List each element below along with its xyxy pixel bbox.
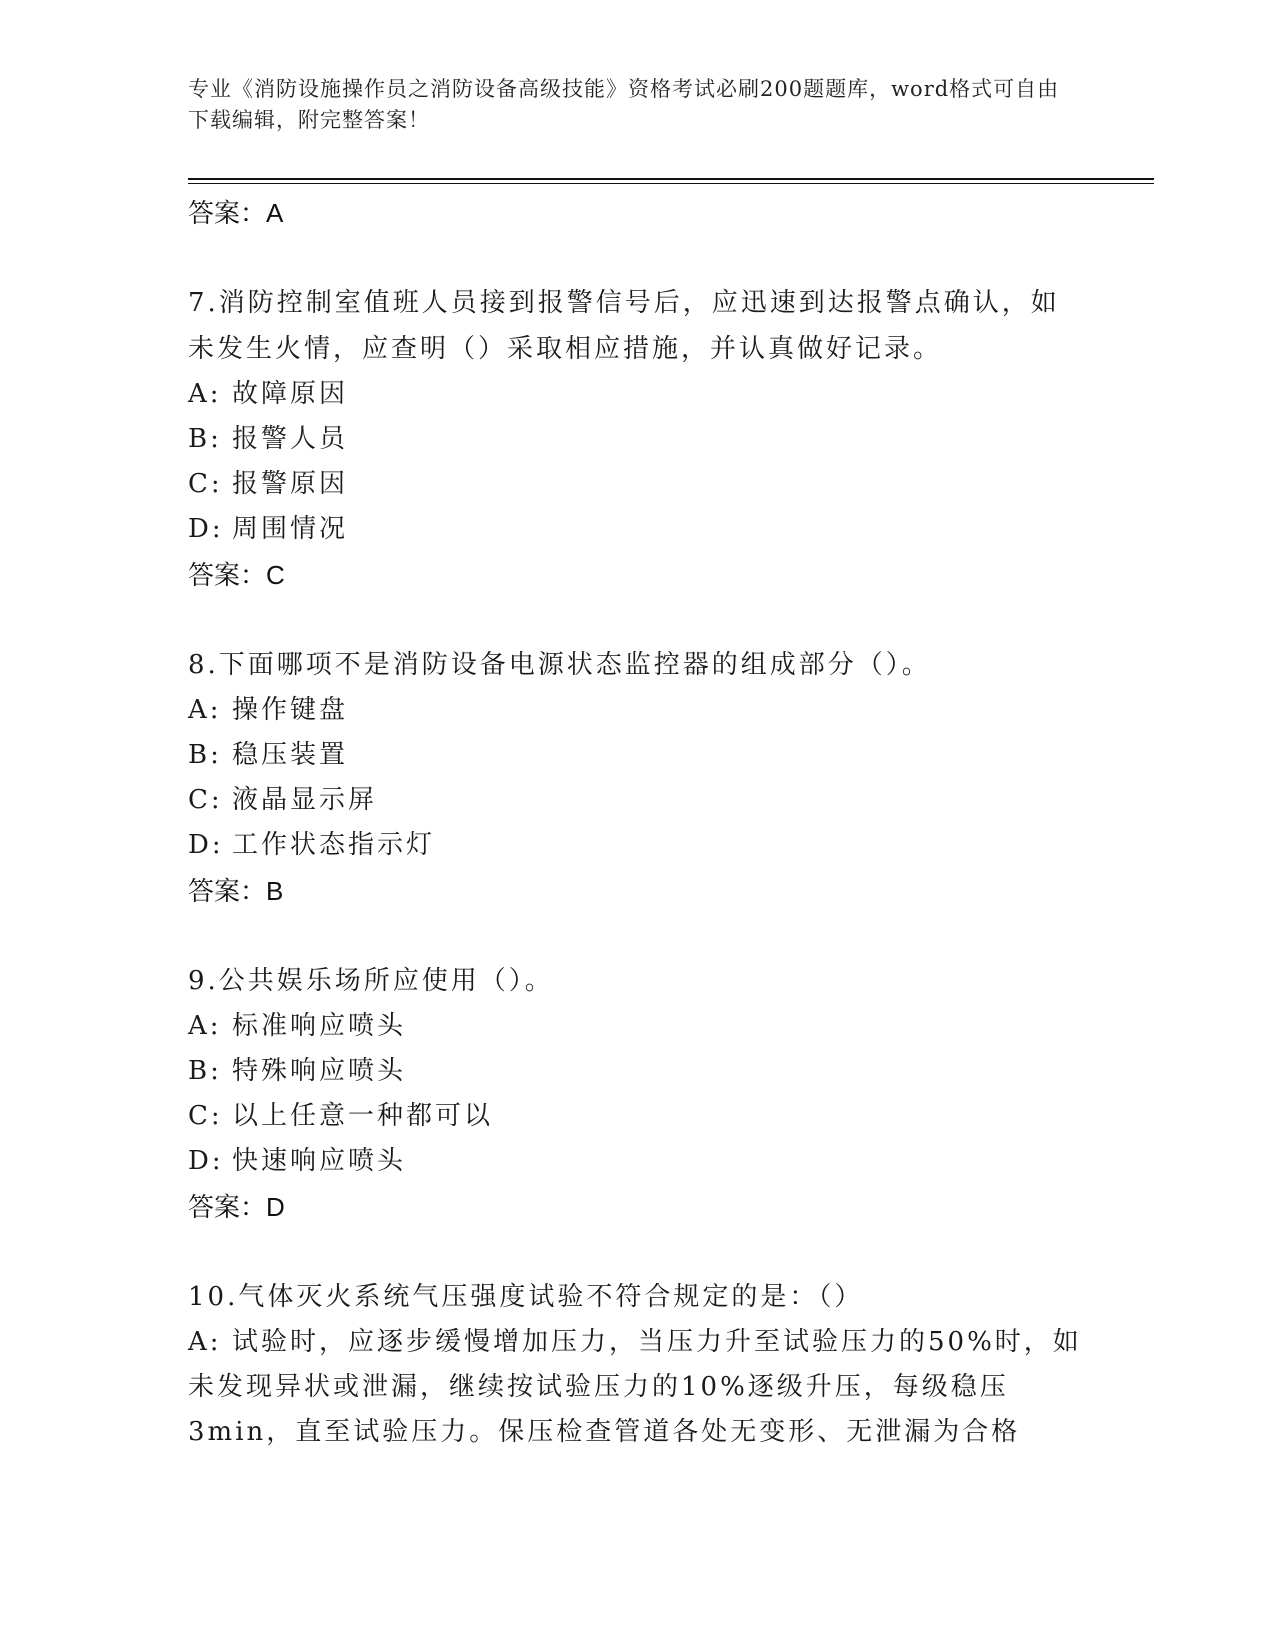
answer-value: A: [266, 198, 284, 228]
question-text: 9.公共娱乐场所应使用（）。: [188, 966, 554, 996]
question-9: [188, 958, 1088, 1230]
option-a: [188, 1004, 1088, 1049]
question-text: 10.气体灭火系统气压强度试验不符合规定的是：（）: [188, 1282, 864, 1312]
option-text: 周围情况: [232, 514, 349, 544]
option-b: [188, 417, 1088, 462]
answer-label: 答案：: [188, 560, 267, 590]
option-text: 快速响应喷头: [232, 1146, 407, 1176]
option-a: [188, 688, 1088, 733]
option-text: 报警原因: [232, 469, 349, 499]
option-d: [188, 507, 1088, 552]
option-key: D:: [188, 830, 224, 860]
option-key: C:: [188, 1101, 223, 1131]
option-key: B:: [188, 424, 222, 454]
answer-line: [188, 868, 1088, 914]
option-text: 工作状态指示灯: [232, 830, 436, 860]
option-text: 标准响应喷头: [232, 1011, 407, 1041]
option-c: [188, 778, 1088, 823]
option-key: A:: [188, 1327, 222, 1357]
option-text: 特殊响应喷头: [232, 1056, 407, 1086]
answer-label: 答案：: [188, 1192, 267, 1222]
option-a: [188, 372, 1088, 417]
document-header: 专业《消防设施操作员之消防设备高级技能》资格考试必刷200题题库，word格式可自由下载编辑，附完整答案！: [188, 77, 1060, 132]
option-key: A:: [188, 1011, 222, 1041]
answer-value: D: [266, 1192, 285, 1222]
option-text: 操作键盘: [232, 695, 349, 725]
answer-label: 答案：: [188, 876, 267, 906]
option-d: [188, 823, 1088, 868]
question-7: [188, 280, 1088, 598]
option-key: C:: [188, 469, 223, 499]
option-a: [188, 1320, 1088, 1455]
question-8: [188, 642, 1088, 914]
question-10: [188, 1274, 1088, 1455]
header-rule-thin: [188, 183, 1154, 184]
option-c: [188, 462, 1088, 507]
option-b: [188, 733, 1088, 778]
option-key: A:: [188, 379, 222, 409]
answer-line: [188, 1184, 1088, 1230]
option-key: C:: [188, 785, 223, 815]
option-text: 以上任意一种都可以: [232, 1101, 494, 1131]
option-c: [188, 1094, 1088, 1139]
option-key: D:: [188, 514, 224, 544]
option-d: [188, 1139, 1088, 1184]
question-list: [188, 190, 1088, 1455]
question-text: 7.消防控制室值班人员接到报警信号后，应迅速到达报警点确认，如未发生火情，应查明（）采取相应措施，并认真做好记录。: [188, 288, 1060, 364]
option-key: A:: [188, 695, 222, 725]
answer-value: C: [266, 560, 285, 590]
option-text: 报警人员: [232, 424, 349, 454]
option-b: [188, 1049, 1088, 1094]
answer-value: B: [266, 876, 284, 906]
option-text: 试验时，应逐步缓慢增加压力，当压力升至试验压力的50%时，如未发现异状或泄漏，继续按试验压力的10%逐级升压，每级稳压3min，直至试验压力。保压检查管道各处无变形、无泄漏为合格: [188, 1327, 1082, 1447]
answer-line: [188, 190, 1088, 236]
option-key: B:: [188, 740, 222, 770]
question-text: 8.下面哪项不是消防设备电源状态监控器的组成部分（）。: [188, 650, 931, 680]
option-text: 液晶显示屏: [232, 785, 378, 815]
option-text: 稳压装置: [232, 740, 349, 770]
option-key: D:: [188, 1146, 224, 1176]
option-key: B:: [188, 1056, 222, 1086]
answer-line: [188, 552, 1088, 598]
header-rule-thick: [188, 178, 1154, 180]
answer-label: 答案：: [188, 198, 267, 228]
option-text: 故障原因: [232, 379, 349, 409]
